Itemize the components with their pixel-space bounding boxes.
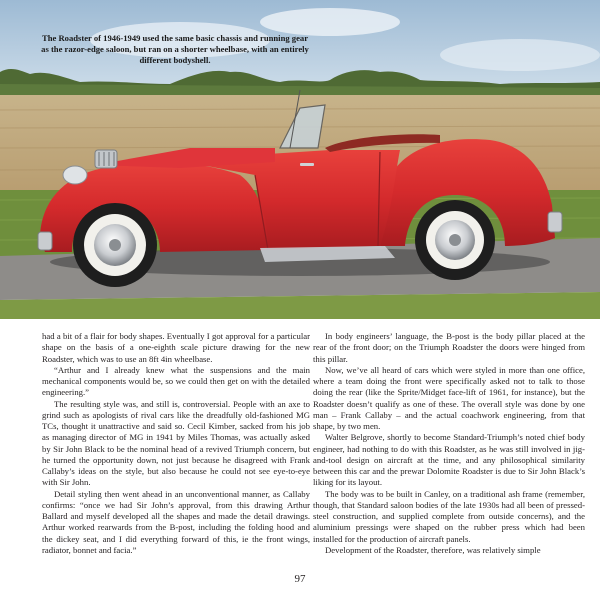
paragraph: The resulting style was, and still is, controversial. People with an axe to grind such as apologists of rival cars like the dreadfully old-fashioned MG TCs, thought it unattractive and said so. Cecil Kimber, sacked from his job as managing director of MG in 1941 by Miles Thomas, was actually asked by Sir John Black to be the nominal head of a revived Triumph concern, but he turned the opportunity down, not just because he disagreed with Frank Callaby’s ideas on the style, but also because he could not see eye-to-eye with Sir John. [42, 398, 310, 488]
text-column-left [42, 331, 310, 556]
text-column-right [313, 331, 585, 556]
paragraph: Development of the Roadster, therefore, was relatively simple [325, 544, 541, 555]
page-number: 97 [294, 573, 306, 585]
photo-caption: The Roadster of 1946-1949 used the same basic chassis and running gear as the razor-edge saloon, but ran on a shorter wheelbase, with an entirely different bodyshell. [41, 33, 309, 66]
paragraph: Walter Belgrove, shortly to become Standard-Triumph’s noted chief body engineer, had nothing to do with this Roadster, as he was still involved in jig-and-tool design on aircraft at the time, and any philosophical similarity between this car and the prewar Dolomite Roadster is due to Sir John Black’s liking for its layout. [313, 432, 585, 488]
paragraph: In body engineers’ language, the B-post is the body pillar placed at the rear of the front door; on the Triumph Roadster the doors were hinged from this pillar. [313, 331, 585, 364]
paragraph: had a bit of a flair for body shapes. Eventually I got approval for a particular shape on the basis of a one-eighth scale picture drawing for the new Roadster, which was to use an 8ft 4in wheelbase. [42, 331, 310, 364]
paragraph: “Arthur and I already knew what the suspensions and the main mechanical components would be, so we could then get on with the detailed engineering.” [42, 364, 310, 398]
paragraph: Now, we’ve all heard of cars which were styled in more than one office, where a team doing the front were specifically asked not to talk to those doing the rear (like the Sprite/Midget face-lift of 1961, for instance), but the Roadster doesn’t qualify as one of these. The overall style was done by one man – Frank Callaby – and the actual coachwork engineering, from that shape, by two men. [313, 364, 585, 431]
paragraph: Detail styling then went ahead in an unconventional manner, as Callaby confirms: “once we had Sir John’s approval, from this drawing Arthur Ballard and myself developed all the shapes and made the detail drawings. Arthur worked rearwards from the B-post, including the folding hood and the dickey seat, and I did everything forward of this, ie the front wings, radiator, bonnet and facia.” [42, 488, 310, 555]
paragraph: The body was to be built in Canley, on a traditional ash frame (remember, though, that Standard saloon bodies of the late 1930s had all been of pressed-steel construction, and supplied complete from outside concerns), and the aluminium pressings were shaped on the rubber press which had been installed for the production of aircraft panels. [313, 488, 585, 544]
